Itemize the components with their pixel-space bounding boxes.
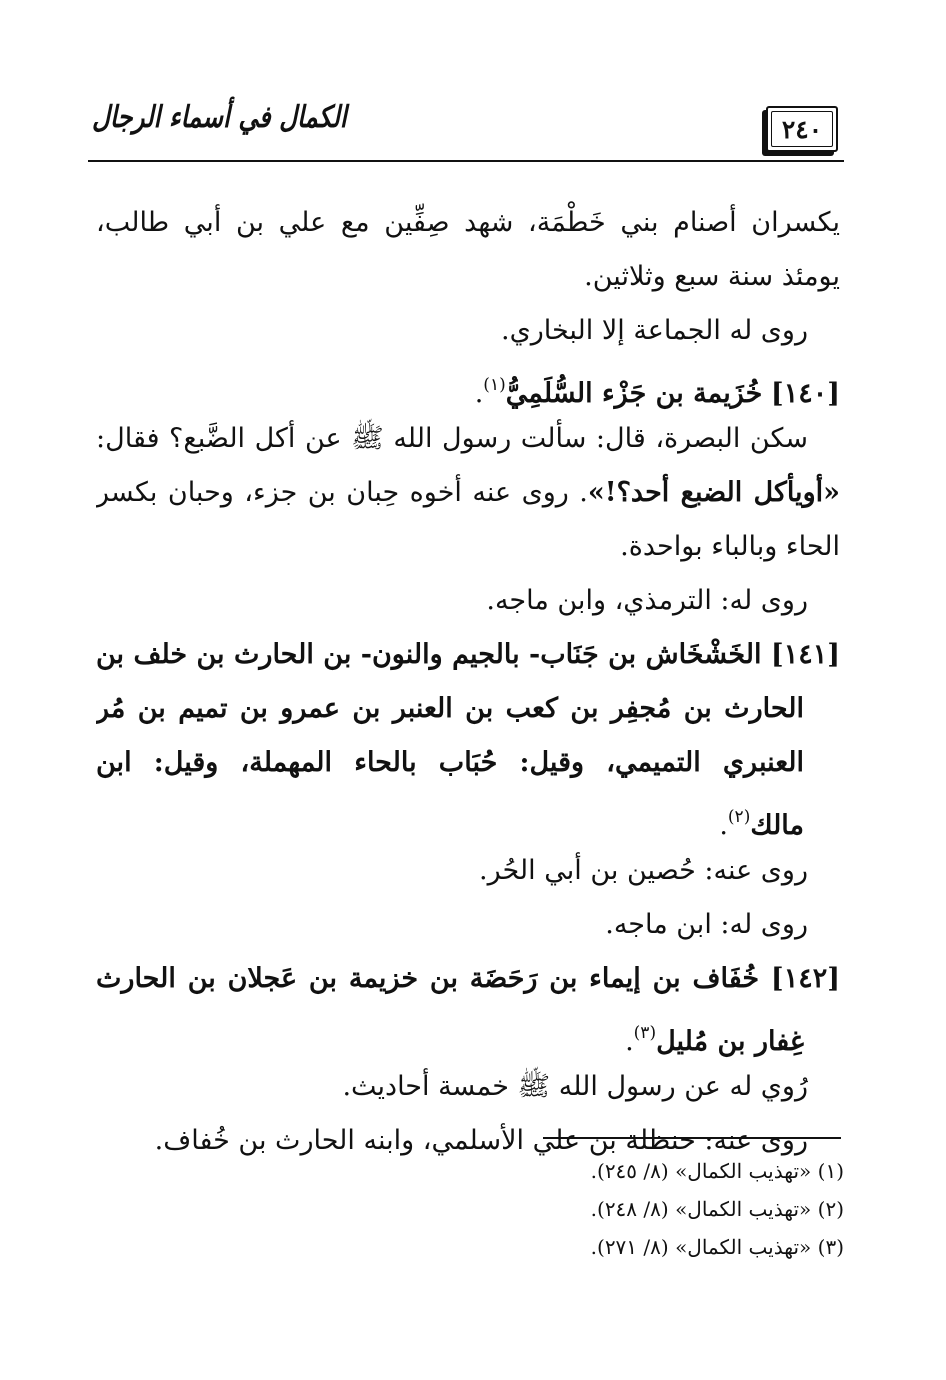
entry-name-end: مالك <box>750 810 804 841</box>
page-header <box>88 96 844 162</box>
text-line <box>96 466 840 520</box>
text-line: روى له: الترمذي، وابن ماجه. <box>486 585 808 616</box>
entry-name: خُزَيمة بن جَزْء السُّلَمِيُّ <box>505 378 763 409</box>
page-number: ٢٤٠ <box>781 114 823 144</box>
entry-141-line <box>96 790 840 844</box>
text-line: رُوي له عن رسول الله ﷺ خمسة أحاديث. <box>342 1071 808 1102</box>
entry-number: [١٤٠] <box>770 378 840 409</box>
entry-142-line <box>96 1006 840 1060</box>
punctuation: . <box>474 378 484 409</box>
footnotes <box>591 1152 844 1266</box>
entry-name: خُفَاف بن إيماء بن رَحَضَة بن خزيمة بن عَجلان بن الحارث <box>96 963 760 994</box>
text-line: روى له: ابن ماجه. <box>605 909 808 940</box>
entry-name-end: غِفار بن مُليل <box>656 1026 804 1057</box>
text-line: روى له الجماعة إلا البخاري. <box>500 315 808 346</box>
text-line: روى عنه: حُصين بن أبي الحُر. <box>479 855 808 886</box>
entry-number: [١٤٢] <box>770 963 840 994</box>
footnote: (٣) «تهذيب الكمال» (٨/ ٢٧١). <box>590 1235 844 1259</box>
footnote-ref: (٣) <box>633 1023 657 1043</box>
text-line: الحاء وبالباء بواحدة. <box>620 531 840 562</box>
text-line: يومئذ سنة سبع وثلاثين. <box>584 261 840 292</box>
entry-142-heading <box>96 952 840 1006</box>
text-fragment: . روى عنه أخوه حِبان بن جزء، وحبان بكسر <box>96 477 588 508</box>
entry-141-line: الحارث بن مُجفِر بن كعب بن العنبر بن عمرو بن تميم بن مُر <box>96 693 804 724</box>
book-title: الكمال في أسماء الرجال <box>92 100 347 135</box>
punctuation: . <box>719 810 728 841</box>
entry-number: [١٤١] <box>770 639 840 670</box>
footnote-ref: (٢) <box>727 807 751 827</box>
text-line: روى عنه: حنظلة بن علي الأسلمي، وابنه الحارث بن خُفاف. <box>154 1125 808 1156</box>
entry-name: الخَشْخَاش بن جَنَاب- بالجيم والنون- بن الحارث بن خلف بن <box>96 639 762 670</box>
text-line: سكن البصرة، قال: سألت رسول الله ﷺ عن أكل الضَّبع؟ فقال: <box>96 423 808 454</box>
text-line: يكسران أصنام بني خَطْمَة، شهد صِفِّين مع علي بن أبي طالب، <box>96 207 840 238</box>
footnote: (٢) «تهذيب الكمال» (٨/ ٢٤٨). <box>590 1197 844 1221</box>
entry-140-heading <box>96 358 840 412</box>
main-text <box>96 196 840 1168</box>
footnote-separator <box>543 1137 841 1139</box>
quote: «أويأكل الضبع أحد؟!» <box>587 477 840 508</box>
page-number-box <box>766 106 838 152</box>
entry-141-line: العنبري التميمي، وقيل: حُبَاب بالحاء المهملة، وقيل: ابن <box>96 747 804 778</box>
punctuation: . <box>625 1026 634 1057</box>
footnote-ref: (١) <box>483 375 506 395</box>
header-rule <box>88 160 844 162</box>
entry-141-heading <box>96 628 840 682</box>
footnote: (١) «تهذيب الكمال» (٨/ ٢٤٥). <box>590 1159 844 1183</box>
